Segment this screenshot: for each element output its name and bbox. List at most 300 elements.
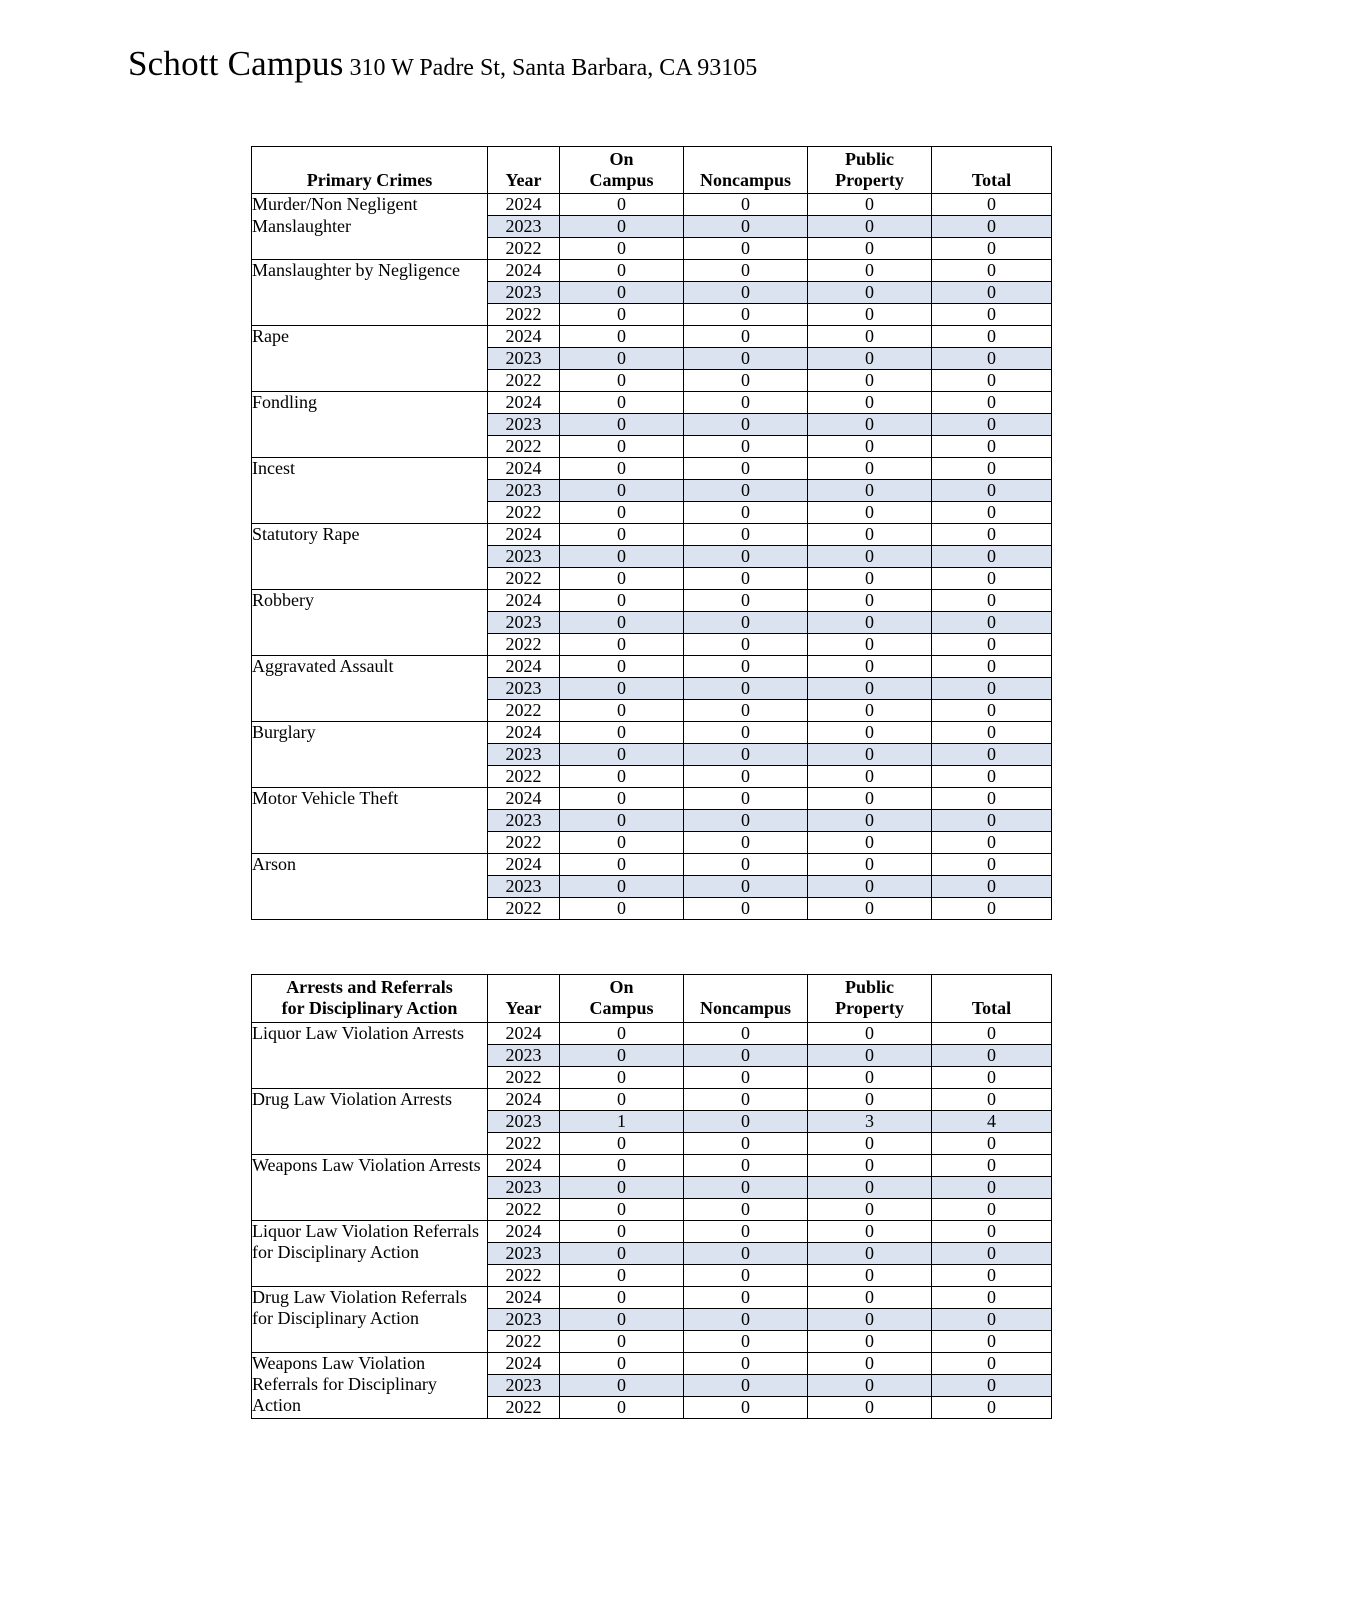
row-label: Statutory Rape: [252, 524, 488, 590]
column-header-total: [932, 975, 1052, 1022]
cell-noncampus: 0: [684, 304, 808, 326]
cell-on-campus: 0: [560, 568, 684, 590]
cell-total: 0: [932, 634, 1052, 656]
cell-year: 2024: [488, 1154, 560, 1176]
row-label: Weapons Law Violation Arrests: [252, 1154, 488, 1220]
table-header: [252, 147, 1052, 194]
cell-on-campus: 0: [560, 436, 684, 458]
cell-year: 2022: [488, 304, 560, 326]
column-header-noncampus: [684, 975, 808, 1022]
cell-on-campus: 0: [560, 898, 684, 920]
cell-public-property: 0: [808, 898, 932, 920]
cell-total: 0: [932, 1308, 1052, 1330]
column-header-line: Campus: [589, 998, 654, 1019]
cell-public-property: 0: [808, 1286, 932, 1308]
cell-total: 0: [932, 656, 1052, 678]
cell-year: 2024: [488, 1286, 560, 1308]
cell-public-property: 0: [808, 656, 932, 678]
column-header-year: [488, 975, 560, 1022]
cell-public-property: 0: [808, 634, 932, 656]
cell-on-campus: 0: [560, 590, 684, 612]
cell-noncampus: 0: [684, 282, 808, 304]
column-header-line: Primary Crimes: [306, 169, 433, 190]
cell-total: 0: [932, 1176, 1052, 1198]
cell-total: 0: [932, 854, 1052, 876]
table-row: [252, 590, 1052, 612]
column-header-line: Noncampus: [699, 169, 792, 190]
column-header-total: [932, 147, 1052, 194]
row-label: Murder/Non Negligent Manslaughter: [252, 194, 488, 260]
cell-public-property: 0: [808, 766, 932, 788]
cell-year: 2022: [488, 238, 560, 260]
table-row: [252, 1088, 1052, 1110]
cell-noncampus: 0: [684, 1088, 808, 1110]
cell-noncampus: 0: [684, 876, 808, 898]
cell-public-property: 0: [808, 810, 932, 832]
cell-public-property: 0: [808, 1374, 932, 1396]
campus-address: 310 W Padre St, Santa Barbara, CA 93105: [349, 55, 758, 81]
cell-year: 2023: [488, 612, 560, 634]
cell-total: 0: [932, 678, 1052, 700]
table-body: [252, 1022, 1052, 1418]
cell-year: 2022: [488, 832, 560, 854]
cell-public-property: 0: [808, 392, 932, 414]
cell-year: 2022: [488, 1396, 560, 1418]
cell-public-property: 0: [808, 326, 932, 348]
cell-total: 0: [932, 612, 1052, 634]
cell-noncampus: 0: [684, 744, 808, 766]
cell-noncampus: 0: [684, 1264, 808, 1286]
cell-public-property: 0: [808, 1198, 932, 1220]
cell-public-property: 0: [808, 304, 932, 326]
cell-noncampus: 0: [684, 1176, 808, 1198]
cell-year: 2023: [488, 546, 560, 568]
campus-name: Schott Campus: [128, 44, 344, 83]
cell-total: 0: [932, 546, 1052, 568]
cell-total: 0: [932, 1220, 1052, 1242]
column-header-line: Property: [835, 998, 904, 1019]
cell-total: 0: [932, 392, 1052, 414]
cell-noncampus: 0: [684, 788, 808, 810]
cell-total: 0: [932, 700, 1052, 722]
cell-noncampus: 0: [684, 678, 808, 700]
cell-public-property: 0: [808, 590, 932, 612]
cell-noncampus: 0: [684, 414, 808, 436]
cell-year: 2023: [488, 678, 560, 700]
table-body: [252, 194, 1052, 920]
cell-year: 2022: [488, 502, 560, 524]
cell-total: 0: [932, 260, 1052, 282]
cell-on-campus: 0: [560, 458, 684, 480]
table-row: [252, 1220, 1052, 1242]
cell-total: 0: [932, 1198, 1052, 1220]
cell-noncampus: 0: [684, 480, 808, 502]
cell-total: 0: [932, 1286, 1052, 1308]
cell-year: 2023: [488, 1242, 560, 1264]
cell-total: 0: [932, 832, 1052, 854]
cell-noncampus: 0: [684, 766, 808, 788]
cell-public-property: 0: [808, 1396, 932, 1418]
cell-public-property: 0: [808, 524, 932, 546]
cell-total: 0: [932, 788, 1052, 810]
cell-on-campus: 0: [560, 260, 684, 282]
cell-total: 0: [932, 370, 1052, 392]
cell-public-property: 0: [808, 480, 932, 502]
cell-total: 0: [932, 1374, 1052, 1396]
cell-total: 0: [932, 876, 1052, 898]
cell-public-property: 0: [808, 260, 932, 282]
cell-year: 2024: [488, 722, 560, 744]
column-header-line: On: [609, 149, 634, 169]
cell-year: 2022: [488, 700, 560, 722]
header-row: [252, 147, 1052, 194]
cell-noncampus: 0: [684, 524, 808, 546]
cell-noncampus: 0: [684, 1286, 808, 1308]
column-header-category: [252, 147, 488, 194]
cell-year: 2022: [488, 436, 560, 458]
cell-total: 0: [932, 1330, 1052, 1352]
cell-on-campus: 0: [560, 216, 684, 238]
row-label: Weapons Law Violation Referrals for Disciplinary Action: [252, 1352, 488, 1418]
cell-total: 0: [932, 194, 1052, 216]
table-row: [252, 1154, 1052, 1176]
cell-noncampus: 0: [684, 612, 808, 634]
cell-total: 0: [932, 414, 1052, 436]
cell-year: 2024: [488, 656, 560, 678]
column-header-line: Year: [505, 169, 542, 190]
cell-year: 2024: [488, 854, 560, 876]
column-header-on-campus: [560, 147, 684, 194]
cell-noncampus: 0: [684, 898, 808, 920]
cell-public-property: 0: [808, 370, 932, 392]
cell-total: 0: [932, 480, 1052, 502]
cell-noncampus: 0: [684, 1220, 808, 1242]
cell-noncampus: 0: [684, 1154, 808, 1176]
cell-year: 2022: [488, 1198, 560, 1220]
cell-total: 0: [932, 766, 1052, 788]
row-label: Drug Law Violation Referrals for Disciplinary Action: [252, 1286, 488, 1352]
column-header-line: Arrests and Referrals: [286, 977, 453, 998]
cell-year: 2024: [488, 326, 560, 348]
cell-public-property: 0: [808, 832, 932, 854]
cell-noncampus: 0: [684, 260, 808, 282]
cell-year: 2023: [488, 282, 560, 304]
row-label: Manslaughter by Negligence: [252, 260, 488, 326]
cell-noncampus: 0: [684, 1022, 808, 1044]
table-row: [252, 392, 1052, 414]
row-label: Liquor Law Violation Arrests: [252, 1022, 488, 1088]
cell-year: 2022: [488, 568, 560, 590]
cell-total: 0: [932, 1132, 1052, 1154]
cell-noncampus: 0: [684, 1044, 808, 1066]
cell-public-property: 0: [808, 854, 932, 876]
primary-crimes-table: [251, 146, 1052, 920]
cell-public-property: 0: [808, 1044, 932, 1066]
cell-noncampus: 0: [684, 1308, 808, 1330]
cell-noncampus: 0: [684, 634, 808, 656]
column-header-line: Year: [505, 998, 542, 1019]
column-header-category: [252, 975, 488, 1022]
cell-public-property: 0: [808, 722, 932, 744]
cell-total: 0: [932, 722, 1052, 744]
cell-public-property: 0: [808, 1220, 932, 1242]
primary-crimes-table-wrap: [251, 146, 1051, 920]
cell-public-property: 0: [808, 744, 932, 766]
cell-noncampus: 0: [684, 1066, 808, 1088]
cell-on-campus: 0: [560, 326, 684, 348]
table-row: [252, 458, 1052, 480]
table-row: [252, 656, 1052, 678]
cell-total: 0: [932, 898, 1052, 920]
cell-public-property: 0: [808, 1066, 932, 1088]
cell-noncampus: 0: [684, 656, 808, 678]
cell-year: 2024: [488, 458, 560, 480]
cell-total: 0: [932, 1352, 1052, 1374]
cell-year: 2024: [488, 590, 560, 612]
cell-noncampus: 0: [684, 590, 808, 612]
column-header-line: Total: [971, 998, 1012, 1019]
row-label: Incest: [252, 458, 488, 524]
cell-on-campus: 0: [560, 722, 684, 744]
cell-on-campus: 0: [560, 414, 684, 436]
cell-public-property: 0: [808, 194, 932, 216]
arrests-referrals-table: [251, 974, 1052, 1418]
cell-on-campus: 1: [560, 1110, 684, 1132]
cell-year: 2023: [488, 1176, 560, 1198]
cell-noncampus: 0: [684, 1132, 808, 1154]
cell-noncampus: 0: [684, 238, 808, 260]
cell-public-property: 0: [808, 436, 932, 458]
page-title: [128, 44, 1352, 84]
row-label: Drug Law Violation Arrests: [252, 1088, 488, 1154]
cell-on-campus: 0: [560, 1308, 684, 1330]
cell-total: 0: [932, 590, 1052, 612]
cell-public-property: 0: [808, 216, 932, 238]
cell-public-property: 0: [808, 1264, 932, 1286]
table-row: [252, 524, 1052, 546]
cell-noncampus: 0: [684, 1330, 808, 1352]
cell-on-campus: 0: [560, 502, 684, 524]
cell-year: 2023: [488, 810, 560, 832]
row-label: Robbery: [252, 590, 488, 656]
table-row: [252, 326, 1052, 348]
cell-noncampus: 0: [684, 370, 808, 392]
cell-public-property: 0: [808, 546, 932, 568]
cell-total: 4: [932, 1110, 1052, 1132]
table-row: [252, 194, 1052, 216]
cell-on-campus: 0: [560, 678, 684, 700]
cell-on-campus: 0: [560, 1066, 684, 1088]
cell-year: 2023: [488, 414, 560, 436]
cell-total: 0: [932, 1154, 1052, 1176]
cell-public-property: 0: [808, 700, 932, 722]
cell-year: 2023: [488, 1308, 560, 1330]
table-row: [252, 1352, 1052, 1374]
cell-year: 2023: [488, 1044, 560, 1066]
row-label: Motor Vehicle Theft: [252, 788, 488, 854]
cell-total: 0: [932, 1396, 1052, 1418]
cell-on-campus: 0: [560, 1088, 684, 1110]
table-row: [252, 722, 1052, 744]
column-header-line: On: [609, 977, 634, 998]
cell-noncampus: 0: [684, 1396, 808, 1418]
cell-on-campus: 0: [560, 810, 684, 832]
cell-on-campus: 0: [560, 656, 684, 678]
table-row: [252, 788, 1052, 810]
cell-total: 0: [932, 568, 1052, 590]
cell-on-campus: 0: [560, 392, 684, 414]
column-header-line: Campus: [589, 169, 654, 190]
cell-noncampus: 0: [684, 436, 808, 458]
cell-on-campus: 0: [560, 1220, 684, 1242]
cell-year: 2022: [488, 1330, 560, 1352]
row-label: Fondling: [252, 392, 488, 458]
cell-public-property: 0: [808, 1330, 932, 1352]
cell-on-campus: 0: [560, 194, 684, 216]
column-header-line: for Disciplinary Action: [281, 998, 458, 1019]
cell-year: 2023: [488, 1110, 560, 1132]
cell-year: 2022: [488, 1132, 560, 1154]
cell-year: 2024: [488, 1352, 560, 1374]
cell-year: 2023: [488, 216, 560, 238]
column-header-on-campus: [560, 975, 684, 1022]
cell-on-campus: 0: [560, 766, 684, 788]
table-header: [252, 975, 1052, 1022]
cell-noncampus: 0: [684, 568, 808, 590]
cell-total: 0: [932, 810, 1052, 832]
cell-on-campus: 0: [560, 1044, 684, 1066]
cell-on-campus: 0: [560, 1022, 684, 1044]
cell-total: 0: [932, 458, 1052, 480]
cell-total: 0: [932, 304, 1052, 326]
cell-year: 2023: [488, 348, 560, 370]
row-label: Aggravated Assault: [252, 656, 488, 722]
cell-on-campus: 0: [560, 304, 684, 326]
cell-on-campus: 0: [560, 348, 684, 370]
table-row: [252, 1022, 1052, 1044]
cell-on-campus: 0: [560, 876, 684, 898]
cell-public-property: 0: [808, 502, 932, 524]
cell-public-property: 0: [808, 876, 932, 898]
cell-total: 0: [932, 744, 1052, 766]
cell-total: 0: [932, 282, 1052, 304]
cell-noncampus: 0: [684, 502, 808, 524]
cell-on-campus: 0: [560, 282, 684, 304]
cell-public-property: 0: [808, 1154, 932, 1176]
cell-year: 2023: [488, 876, 560, 898]
cell-public-property: 0: [808, 1242, 932, 1264]
cell-noncampus: 0: [684, 194, 808, 216]
cell-on-campus: 0: [560, 1176, 684, 1198]
cell-year: 2023: [488, 480, 560, 502]
cell-on-campus: 0: [560, 854, 684, 876]
column-header-public-property: [808, 147, 932, 194]
cell-public-property: 0: [808, 788, 932, 810]
cell-on-campus: 0: [560, 1242, 684, 1264]
cell-year: 2024: [488, 788, 560, 810]
cell-on-campus: 0: [560, 480, 684, 502]
cell-year: 2022: [488, 898, 560, 920]
cell-on-campus: 0: [560, 1264, 684, 1286]
cell-total: 0: [932, 1066, 1052, 1088]
column-header-year: [488, 147, 560, 194]
cell-year: 2024: [488, 1088, 560, 1110]
cell-noncampus: 0: [684, 392, 808, 414]
cell-noncampus: 0: [684, 1242, 808, 1264]
cell-on-campus: 0: [560, 832, 684, 854]
table-row: [252, 1286, 1052, 1308]
cell-year: 2022: [488, 766, 560, 788]
cell-year: 2022: [488, 1264, 560, 1286]
cell-noncampus: 0: [684, 458, 808, 480]
cell-year: 2024: [488, 194, 560, 216]
row-label: Burglary: [252, 722, 488, 788]
cell-noncampus: 0: [684, 1352, 808, 1374]
cell-noncampus: 0: [684, 1110, 808, 1132]
cell-public-property: 0: [808, 458, 932, 480]
cell-public-property: 0: [808, 1088, 932, 1110]
cell-noncampus: 0: [684, 810, 808, 832]
cell-on-campus: 0: [560, 1374, 684, 1396]
cell-total: 0: [932, 216, 1052, 238]
cell-noncampus: 0: [684, 700, 808, 722]
row-label: Liquor Law Violation Referrals for Disciplinary Action: [252, 1220, 488, 1286]
cell-public-property: 3: [808, 1110, 932, 1132]
table-row: [252, 854, 1052, 876]
column-header-noncampus: [684, 147, 808, 194]
column-header-public-property: [808, 975, 932, 1022]
cell-on-campus: 0: [560, 1330, 684, 1352]
cell-public-property: 0: [808, 612, 932, 634]
cell-on-campus: 0: [560, 524, 684, 546]
cell-total: 0: [932, 524, 1052, 546]
cell-noncampus: 0: [684, 1374, 808, 1396]
cell-noncampus: 0: [684, 832, 808, 854]
cell-year: 2024: [488, 260, 560, 282]
cell-noncampus: 0: [684, 348, 808, 370]
cell-on-campus: 0: [560, 1286, 684, 1308]
cell-total: 0: [932, 1242, 1052, 1264]
cell-on-campus: 0: [560, 788, 684, 810]
cell-year: 2023: [488, 1374, 560, 1396]
cell-total: 0: [932, 1088, 1052, 1110]
cell-total: 0: [932, 1264, 1052, 1286]
cell-on-campus: 0: [560, 700, 684, 722]
column-header-line: Property: [835, 169, 904, 190]
cell-total: 0: [932, 238, 1052, 260]
cell-total: 0: [932, 326, 1052, 348]
cell-public-property: 0: [808, 414, 932, 436]
cell-noncampus: 0: [684, 1198, 808, 1220]
cell-on-campus: 0: [560, 546, 684, 568]
cell-total: 0: [932, 1022, 1052, 1044]
cell-year: 2024: [488, 524, 560, 546]
cell-total: 0: [932, 1044, 1052, 1066]
row-label: Rape: [252, 326, 488, 392]
cell-year: 2023: [488, 744, 560, 766]
cell-on-campus: 0: [560, 1352, 684, 1374]
cell-on-campus: 0: [560, 1154, 684, 1176]
cell-public-property: 0: [808, 282, 932, 304]
table-row: [252, 260, 1052, 282]
cell-noncampus: 0: [684, 326, 808, 348]
cell-public-property: 0: [808, 1132, 932, 1154]
cell-on-campus: 0: [560, 634, 684, 656]
cell-public-property: 0: [808, 1352, 932, 1374]
cell-noncampus: 0: [684, 854, 808, 876]
column-header-line: Public: [844, 977, 894, 998]
cell-public-property: 0: [808, 238, 932, 260]
